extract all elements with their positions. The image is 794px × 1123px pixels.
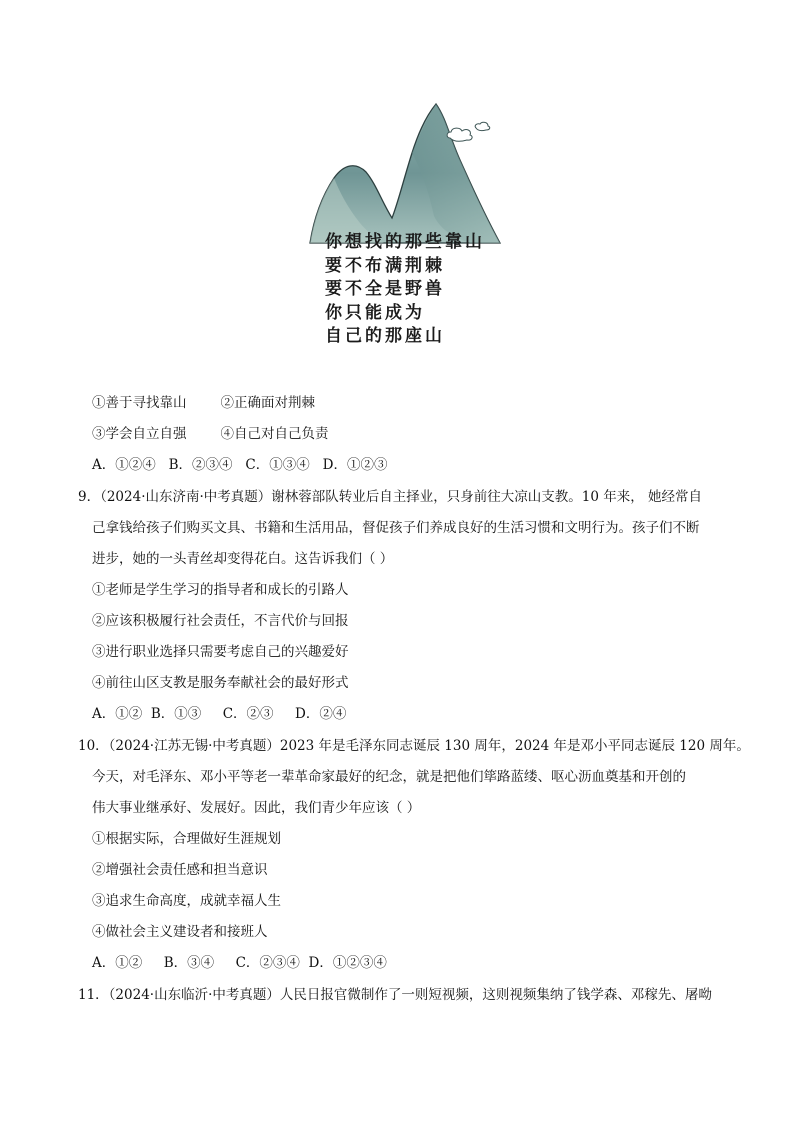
poem-line: 要不布满荆棘 — [325, 255, 445, 276]
q10-option-1: ①根据实际，合理做好生涯规划 — [92, 831, 281, 847]
poem-line: 你只能成为 — [325, 302, 425, 323]
q8-option-4: ④自己对自己负责 — [220, 426, 329, 442]
q10-stem-line3: 伟大事业继承好、发展好。因此，我们青少年应该（ ） — [92, 800, 421, 816]
q9-stem-line1: 9．（2024·山东济南·中考真题）谢林蓉部队转业后自主择业，只身前往大凉山支教。10 年来， 她经常自 — [78, 489, 703, 505]
poem-line: 要不全是野兽 — [325, 279, 445, 299]
mountain-illustration — [300, 98, 510, 388]
q9-answer-choices: A．①② B．①③ C．②③ D．②④ — [92, 706, 347, 722]
q8-options-row2 — [92, 424, 329, 444]
poem-line: 你想找的那些靠山 — [325, 232, 485, 252]
q10-answer-choices: A．①② B．③④ C．②③④ D．①②③④ — [92, 955, 387, 971]
poem-line: 自己的那座山 — [325, 326, 445, 346]
q8-option-2: ②正确面对荆棘 — [220, 395, 315, 411]
q11-stem-line1: 11．（2024·山东临沂·中考真题）人民日报官微制作了一则短视频，这则视频集纳了钱学森、邓稼先、屠呦 — [78, 987, 712, 1003]
q8-answer-choices: A．①②④ B．②③④ C．①③④ D．①②③ — [92, 457, 388, 473]
q9-option-3: ③进行职业选择只需要考虑自己的兴趣爱好 — [92, 644, 349, 660]
q9-stem-line3: 进步，她的一头青丝却变得花白。这告诉我们（ ） — [92, 551, 394, 567]
poem-text — [325, 231, 515, 349]
q9-stem-line2: 己拿钱给孩子们购买文具、书籍和生活用品，督促孩子们养成良好的生活习惯和文明行为。孩子们不断 — [92, 520, 700, 536]
q8-options-row1 — [92, 393, 315, 413]
q10-option-3: ③追求生命高度，成就幸福人生 — [92, 893, 281, 909]
q9-option-1: ①老师是学生学习的指导者和成长的引路人 — [92, 582, 349, 598]
q10-option-2: ②增强社会责任感和担当意识 — [92, 862, 268, 878]
q9-option-4: ④前往山区支教是服务奉献社会的最好形式 — [92, 675, 349, 691]
q8-option-1: ①善于寻找靠山 — [92, 395, 187, 411]
mountain-painting-icon — [300, 98, 510, 248]
q8-option-3: ③学会自立自强 — [92, 426, 187, 442]
q10-stem-line2: 今天，对毛泽东、邓小平等老一辈革命家最好的纪念，就是把他们筚路蓝缕、呕心沥血奠基和开创的 — [92, 769, 686, 785]
q9-option-2: ②应该积极履行社会责任，不言代价与回报 — [92, 613, 349, 629]
q10-stem-line1: 10．（2024·江苏无锡·中考真题）2023 年是毛泽东同志诞辰 130 周年，2024 年是邓小平同志诞辰 120 周年。 — [78, 738, 750, 754]
q10-option-4: ④做社会主义建设者和接班人 — [92, 924, 268, 940]
